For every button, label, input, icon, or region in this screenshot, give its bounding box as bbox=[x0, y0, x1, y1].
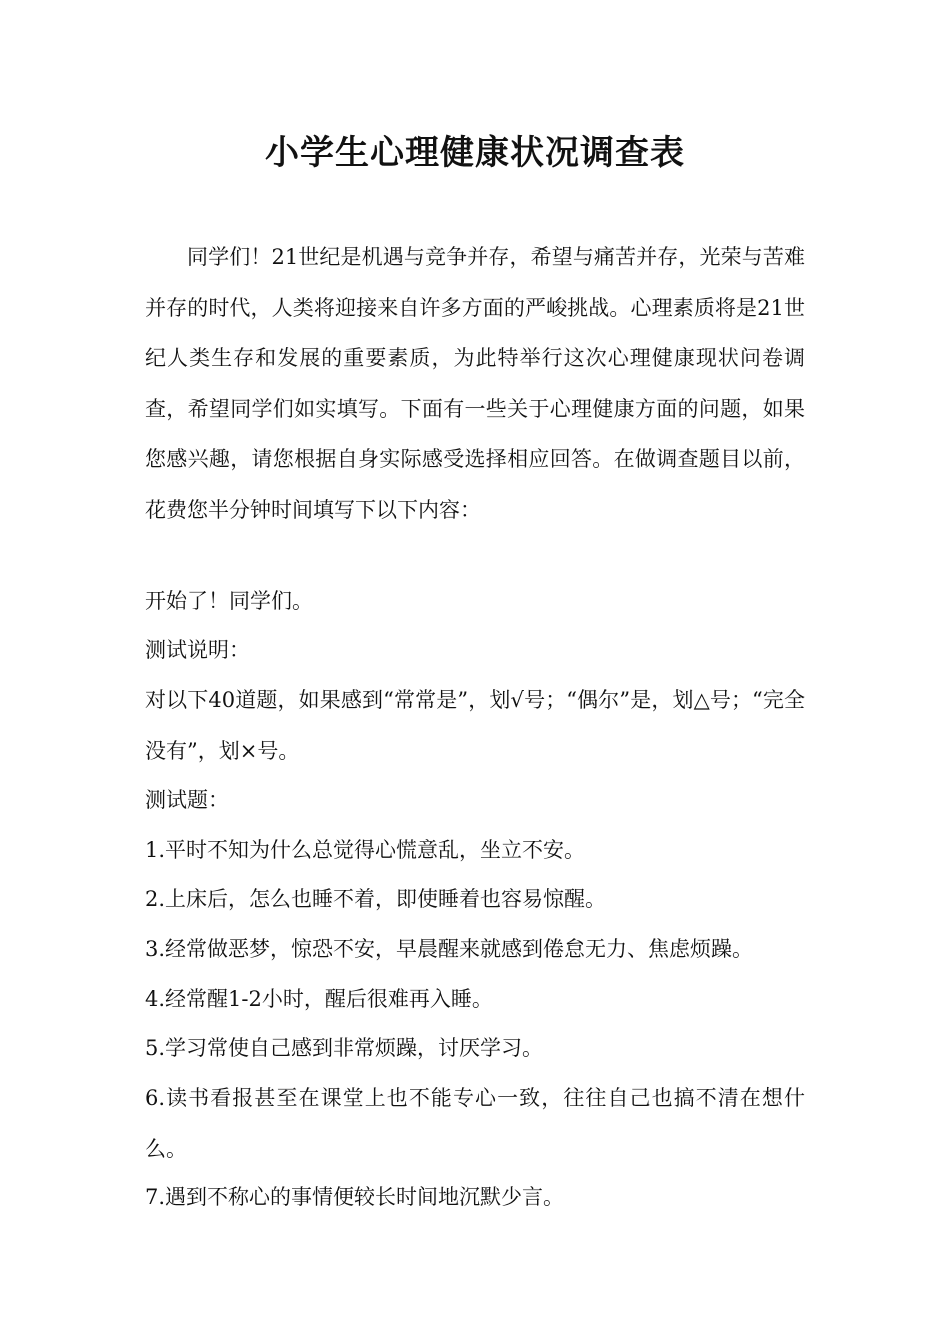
question-item: 4.经常醒1-2小时，醒后很难再入睡。 bbox=[145, 987, 493, 1011]
question-item: 5.学习常使自己感到非常烦躁，讨厌学习。 bbox=[145, 1036, 544, 1060]
instructions-heading: 测试说明： bbox=[145, 638, 250, 662]
document-title: 小学生心理健康状况调查表 bbox=[265, 133, 685, 173]
question-item: 6.读书看报甚至在课堂上也不能专心一致，往往自己也搞不清在想什么。 bbox=[145, 1086, 805, 1161]
instructions-text: 对以下40道题，如果感到“常常是”，划√号；“偶尔”是，划△号；“完全没有”，划×号。 bbox=[145, 688, 805, 763]
question-item: 2.上床后，怎么也睡不着，即使睡着也容易惊醒。 bbox=[145, 887, 607, 911]
question-item: 7.遇到不称心的事情便较长时间地沉默少言。 bbox=[145, 1185, 565, 1209]
question-item: 3.经常做恶梦，惊恐不安，早晨醒来就感到倦怠无力、焦虑烦躁。 bbox=[145, 937, 754, 961]
intro-paragraph: 同学们！21世纪是机遇与竞争并存，希望与痛苦并存，光荣与苦难并存的时代，人类将迎接来自许多方面的严峻挑战。心理素质将是21世纪人类生存和发展的重要素质，为此特举行这次心理健康现状问卷调查，希望同学们如实填写。下面有一些关于心理健康方面的问题，如果您感兴趣，请您根据自身实际感受选择相应回答。在做调查题目以前，花费您半分钟时间填写下以下内容： bbox=[145, 245, 805, 522]
question-item: 1.平时不知为什么总觉得心慌意乱，坐立不安。 bbox=[145, 838, 586, 862]
start-line: 开始了！同学们。 bbox=[145, 589, 313, 613]
questions-heading: 测试题： bbox=[145, 788, 229, 812]
